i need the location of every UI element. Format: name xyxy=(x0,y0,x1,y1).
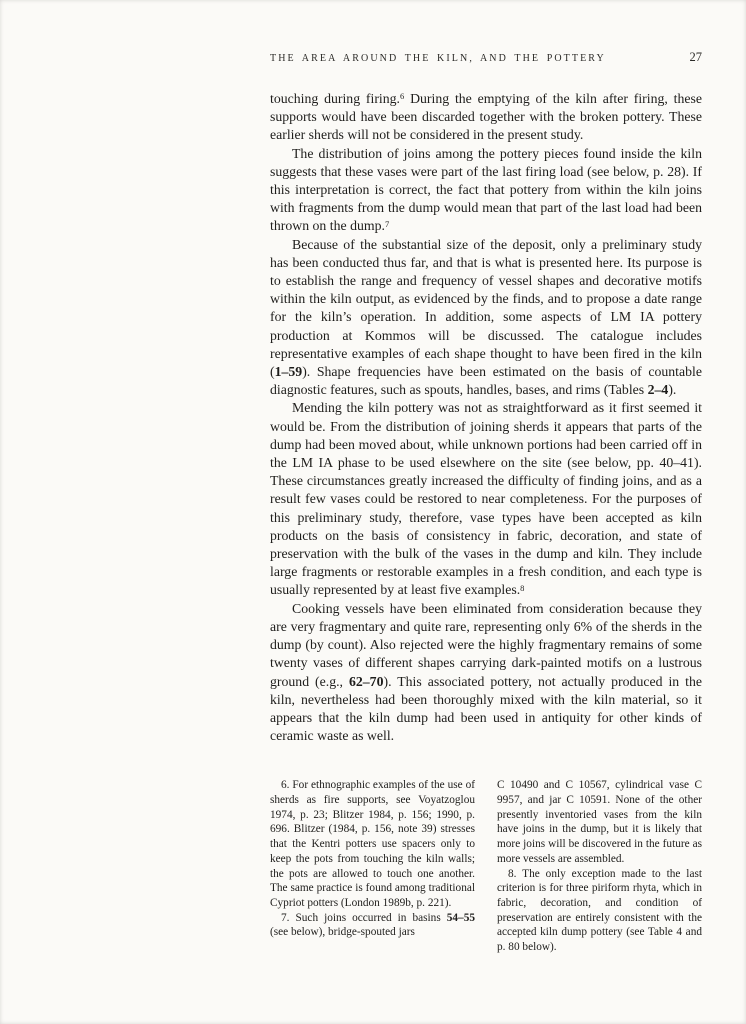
footnote-reference: 8 xyxy=(520,582,525,593)
text-run: 8. The only exception made to the last criterion is for three piriform rhyta, which in fabric, decoration, and condition of preservation are entirely consistent with the accepted kiln dump pottery (see Table 4 and p. 80 below). xyxy=(497,867,702,954)
text-run: During the emptying of the kiln after firing, these supports would have been discarded together with the broken pottery. These earlier sherds will not be considered in the present study. xyxy=(270,91,702,143)
text-run: The distribution of joins among the pottery pieces found inside the kiln suggests that these vases were part of the last firing load (see below, p. 28). If this interpretation is correct, the fact that pottery from within the kiln joins with fragments from the dump would mean that part of the last load had been thrown on the dump. xyxy=(270,145,702,234)
text-run: 6. For ethnographic examples of the use of sherds as fire supports, see Voyatzoglou 1974, p. 23; Blitzer 1984, p. 156; 1990, p. 696. Blitzer (1984, p. 156, note 39) stresses that the Kentri potters use spacers only to keep the pots from touching the kiln walls; the pots are allowed to touch one another. The same practice is found among traditional Cypriot potters (London 1989b, p. 221). xyxy=(270,779,475,909)
text-run: 54–55 xyxy=(446,911,475,924)
text-run: 62–70 xyxy=(348,673,384,689)
body-paragraph xyxy=(270,600,702,746)
footnote-paragraph xyxy=(270,911,475,940)
text-run: 7. Such joins occurred in basins xyxy=(281,911,447,924)
footnotes-left-column xyxy=(270,778,475,954)
body-paragraphs xyxy=(270,90,702,745)
body-paragraph xyxy=(270,399,702,599)
footnote-paragraph xyxy=(270,778,475,910)
footnote-paragraph xyxy=(497,778,702,866)
text-run: ). Shape frequencies have been estimated on the basis of countable diagnostic features, such as spouts, handles, bases, and rims (Tables xyxy=(270,364,702,398)
text-run: touching during firing. xyxy=(270,91,400,106)
footnote-reference: 6 xyxy=(400,91,405,102)
text-run: ). xyxy=(668,382,677,398)
footnotes-right-column xyxy=(497,778,702,954)
running-header-title: THE AREA AROUND THE KILN, AND THE POTTERY xyxy=(270,53,606,64)
text-run: (see below), bridge-spouted jars xyxy=(270,926,415,939)
text-run: Mending the kiln pottery was not as straightforward as it first seemed it would be. From the distribution of joining sherds it appears that parts of the dump had been moved about, while unknown portions had been carried off in the LM IA phase to be used elsewhere on the site (see below, pp. 40–41). These circumstances greatly increased the difficulty of finding joins, and as a result few vases could be restored to near completeness. For the purposes of this preliminary study, therefore, vase types have been accepted as kiln products on the basis of consistency in fabric, decoration, and state of preservation with the bulk of the vases in the dump and kiln. They include large fragments or restorable examples in a fresh condition, and each type is usually represented by at least five examples. xyxy=(270,400,702,598)
footnote-paragraph xyxy=(497,867,702,955)
footnote-reference: 7 xyxy=(384,218,390,229)
text-run: Because of the substantial size of the deposit, only a preliminary study has been conducted thus far, and that is what is presented here. Its purpose is to establish the range and frequency of vessel shapes and decorative motifs within the kiln output, as evidenced by the finds, and to propose a date range for the kiln’s operation. In addition, some aspects of LM IA pottery production at Kommos will be discussed. The catalogue includes representative examples of each shape thought to have been fired in the kiln ( xyxy=(270,236,702,380)
text-run: 2–4 xyxy=(647,382,669,398)
footnotes xyxy=(270,778,702,954)
text-run: C 10490 and C 10567, cylindrical vase C 9957, and jar C 10591. None of the other presently inventoried vases from the kiln have joins in the dump, but it is likely that more joins will be discovered in the future as more vessels are assembled. xyxy=(497,779,702,865)
body-paragraph xyxy=(270,236,702,400)
text-column xyxy=(270,50,702,955)
text-run: Cooking vessels have been eliminated from consideration because they are very fragmentary and quite rare, representing only 6% of the sherds in the dump (by count). Also rejected were the highly fragmentary remains of some twenty vases of different shapes carrying dark-painted motifs on a lustrous ground (e.g., xyxy=(270,600,702,689)
text-run: ). This associated pottery, not actually produced in the kiln, nevertheless had been thoroughly mixed with the kiln material, so it appears that the kiln dump had been used in antiquity for other kinds of ceramic waste as well. xyxy=(270,673,702,744)
page-number: 27 xyxy=(689,50,702,64)
text-run: 1–59 xyxy=(274,364,303,380)
body-paragraph xyxy=(270,145,702,236)
running-header xyxy=(270,50,702,65)
body-paragraph xyxy=(270,90,702,145)
